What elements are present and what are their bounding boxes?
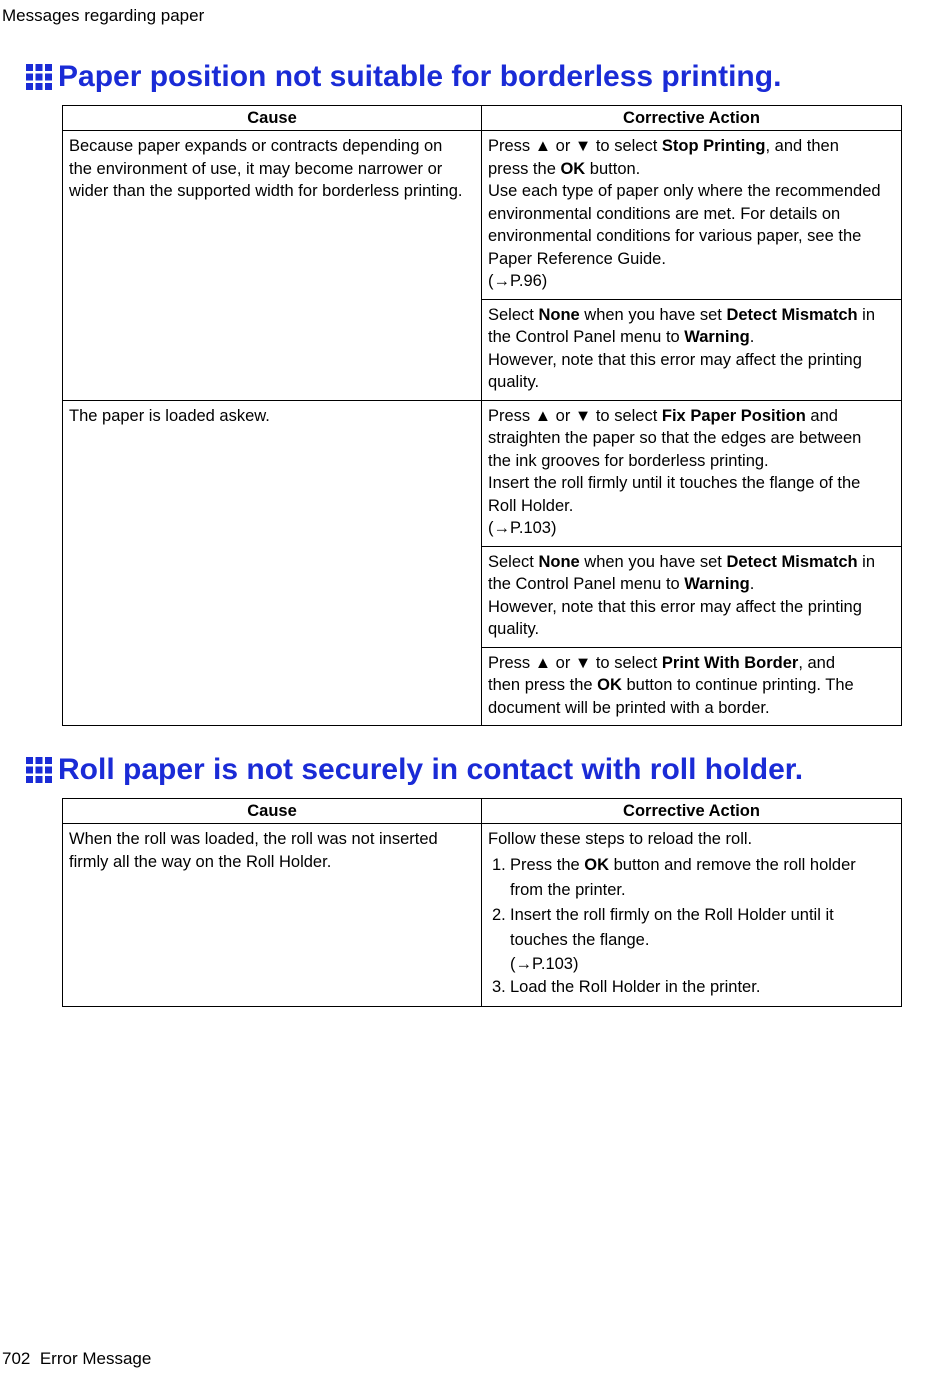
action-cell: Press ▲ or ▼ to select Stop Printing, and then press the OK button. Use each type of paper only where the recommended environmental conditions are met. For details on environmental conditions for various paper, see the Paper Reference Guide. (→P.96) <box>482 131 902 300</box>
table-row <box>63 400 902 546</box>
page-reference: (→P.103) <box>488 519 557 537</box>
table-row <box>63 131 902 300</box>
action-cell: Press ▲ or ▼ to select Print With Border, and then press the OK button to continue printing. The document will be printed with a border. <box>482 647 902 726</box>
list-item: 1. Press the OK button and remove the roll holder from the printer. <box>488 853 895 903</box>
cause-cell <box>63 131 482 401</box>
cause-text-line: Because paper expands or contracts depending on <box>69 137 443 155</box>
error-table-roll-holder <box>62 798 902 1007</box>
steps-intro: Follow these steps to reload the roll. <box>488 830 753 848</box>
table-header-row <box>63 106 902 131</box>
step-number: 3. <box>492 977 506 996</box>
table-row <box>63 824 902 1007</box>
section-title-borderless <box>26 60 781 94</box>
column-header-cause: Cause <box>63 799 482 824</box>
cause-cell: The paper is loaded askew. <box>63 400 482 726</box>
cause-cell: When the roll was loaded, the roll was not inserted firmly all the way on the Roll Holder. <box>63 824 482 1007</box>
page-footer <box>2 1349 151 1369</box>
ok-button-label: OK <box>560 159 586 178</box>
page-number: 702 <box>2 1349 31 1368</box>
table-header-row <box>63 799 902 824</box>
grid-icon <box>26 64 52 90</box>
steps-list <box>488 853 895 1000</box>
stop-printing-menu-item: Stop Printing <box>661 137 766 155</box>
grid-icon <box>26 757 52 783</box>
action-cell: Select None when you have set Detect Mismatch in the Control Panel menu to Warning. However, note that this error may affect the printing quality. <box>482 546 902 647</box>
section-title-text: Paper position not suitable for borderless printing. <box>58 60 782 93</box>
action-cell: Select None when you have set Detect Mismatch in the Control Panel menu to Warning. However, note that this error may affect the printing quality. <box>482 299 902 400</box>
list-item: 3. Load the Roll Holder in the printer. <box>488 975 895 1000</box>
cause-text-line: the environment of use, it may become narrower or <box>69 159 443 178</box>
column-header-action: Corrective Action <box>482 799 902 824</box>
column-header-cause: Cause <box>63 106 482 131</box>
footer-section-name: Error Message <box>39 1349 152 1368</box>
action-cell <box>482 824 902 1007</box>
page-reference: (→P.96) <box>488 272 548 290</box>
cause-text-line: wider than the supported width for borderless printing. <box>69 182 463 200</box>
section-title-text: Roll paper is not securely in contact with roll holder. <box>58 753 804 786</box>
list-item: 2. Insert the roll firmly on the Roll Holder until it touches the flange. (→P.103) <box>488 903 895 975</box>
step-number: 1. <box>492 855 506 874</box>
error-table-borderless <box>62 105 902 726</box>
action-cell: Press ▲ or ▼ to select Fix Paper Position and straighten the paper so that the edges are between the ink grooves for borderless printing. Insert the roll firmly until it touches the flange of the Roll Holder. (→P.103) <box>482 400 902 546</box>
column-header-action: Corrective Action <box>482 106 902 131</box>
page-reference: (→P.103) <box>510 954 579 973</box>
step-number: 2. <box>492 905 506 924</box>
section-title-roll-holder <box>26 753 803 787</box>
running-header: Messages regarding paper <box>2 6 205 25</box>
